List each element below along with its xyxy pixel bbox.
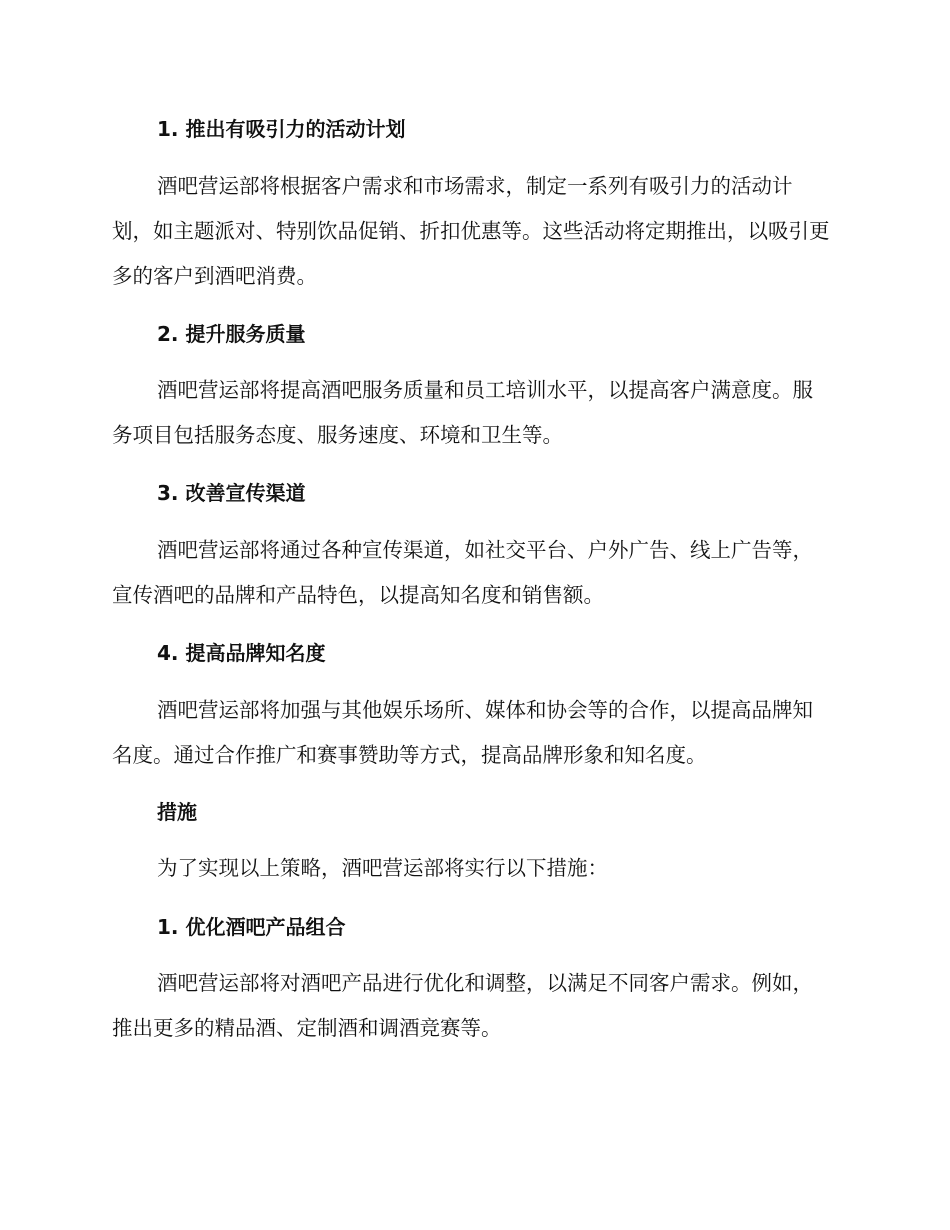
section-paragraph-product-mix: 酒吧营运部将对酒吧产品进行优化和调整，以满足不同客户需求。例如，推出更多的精品酒、定制酒和调酒竞赛等。 [112, 971, 813, 1040]
section-paragraph-activity-plan: 酒吧营运部将根据客户需求和市场需求，制定一系列有吸引力的活动计划，如主题派对、特别饮品促销、折扣优惠等。这些活动将定期推出，以吸引更多的客户到酒吧消费。 [112, 174, 830, 288]
section-paragraph-measures: 为了实现以上策略，酒吧营运部将实行以下措施： [157, 856, 608, 880]
section-paragraph-brand-awareness: 酒吧营运部将加强与其他娱乐场所、媒体和协会等的合作，以提高品牌知名度。通过合作推广和赛事赞助等方式，提高品牌形象和知名度。 [112, 698, 813, 767]
section-heading-product-mix: 1. 优化酒吧产品组合 [157, 915, 346, 939]
section-heading-activity-plan: 1. 推出有吸引力的活动计划 [157, 117, 406, 141]
section-heading-promotion-channels: 3. 改善宣传渠道 [157, 481, 306, 505]
section-heading-service-quality: 2. 提升服务质量 [157, 322, 306, 346]
section-paragraph-service-quality: 酒吧营运部将提高酒吧服务质量和员工培训水平，以提高客户满意度。服务项目包括服务态度、服务速度、环境和卫生等。 [112, 378, 813, 447]
section-heading-brand-awareness: 4. 提高品牌知名度 [157, 641, 326, 665]
section-paragraph-promotion-channels: 酒吧营运部将通过各种宣传渠道，如社交平台、户外广告、线上广告等，宣传酒吧的品牌和产品特色，以提高知名度和销售额。 [112, 538, 813, 607]
section-heading-measures: 措施 [157, 800, 197, 824]
